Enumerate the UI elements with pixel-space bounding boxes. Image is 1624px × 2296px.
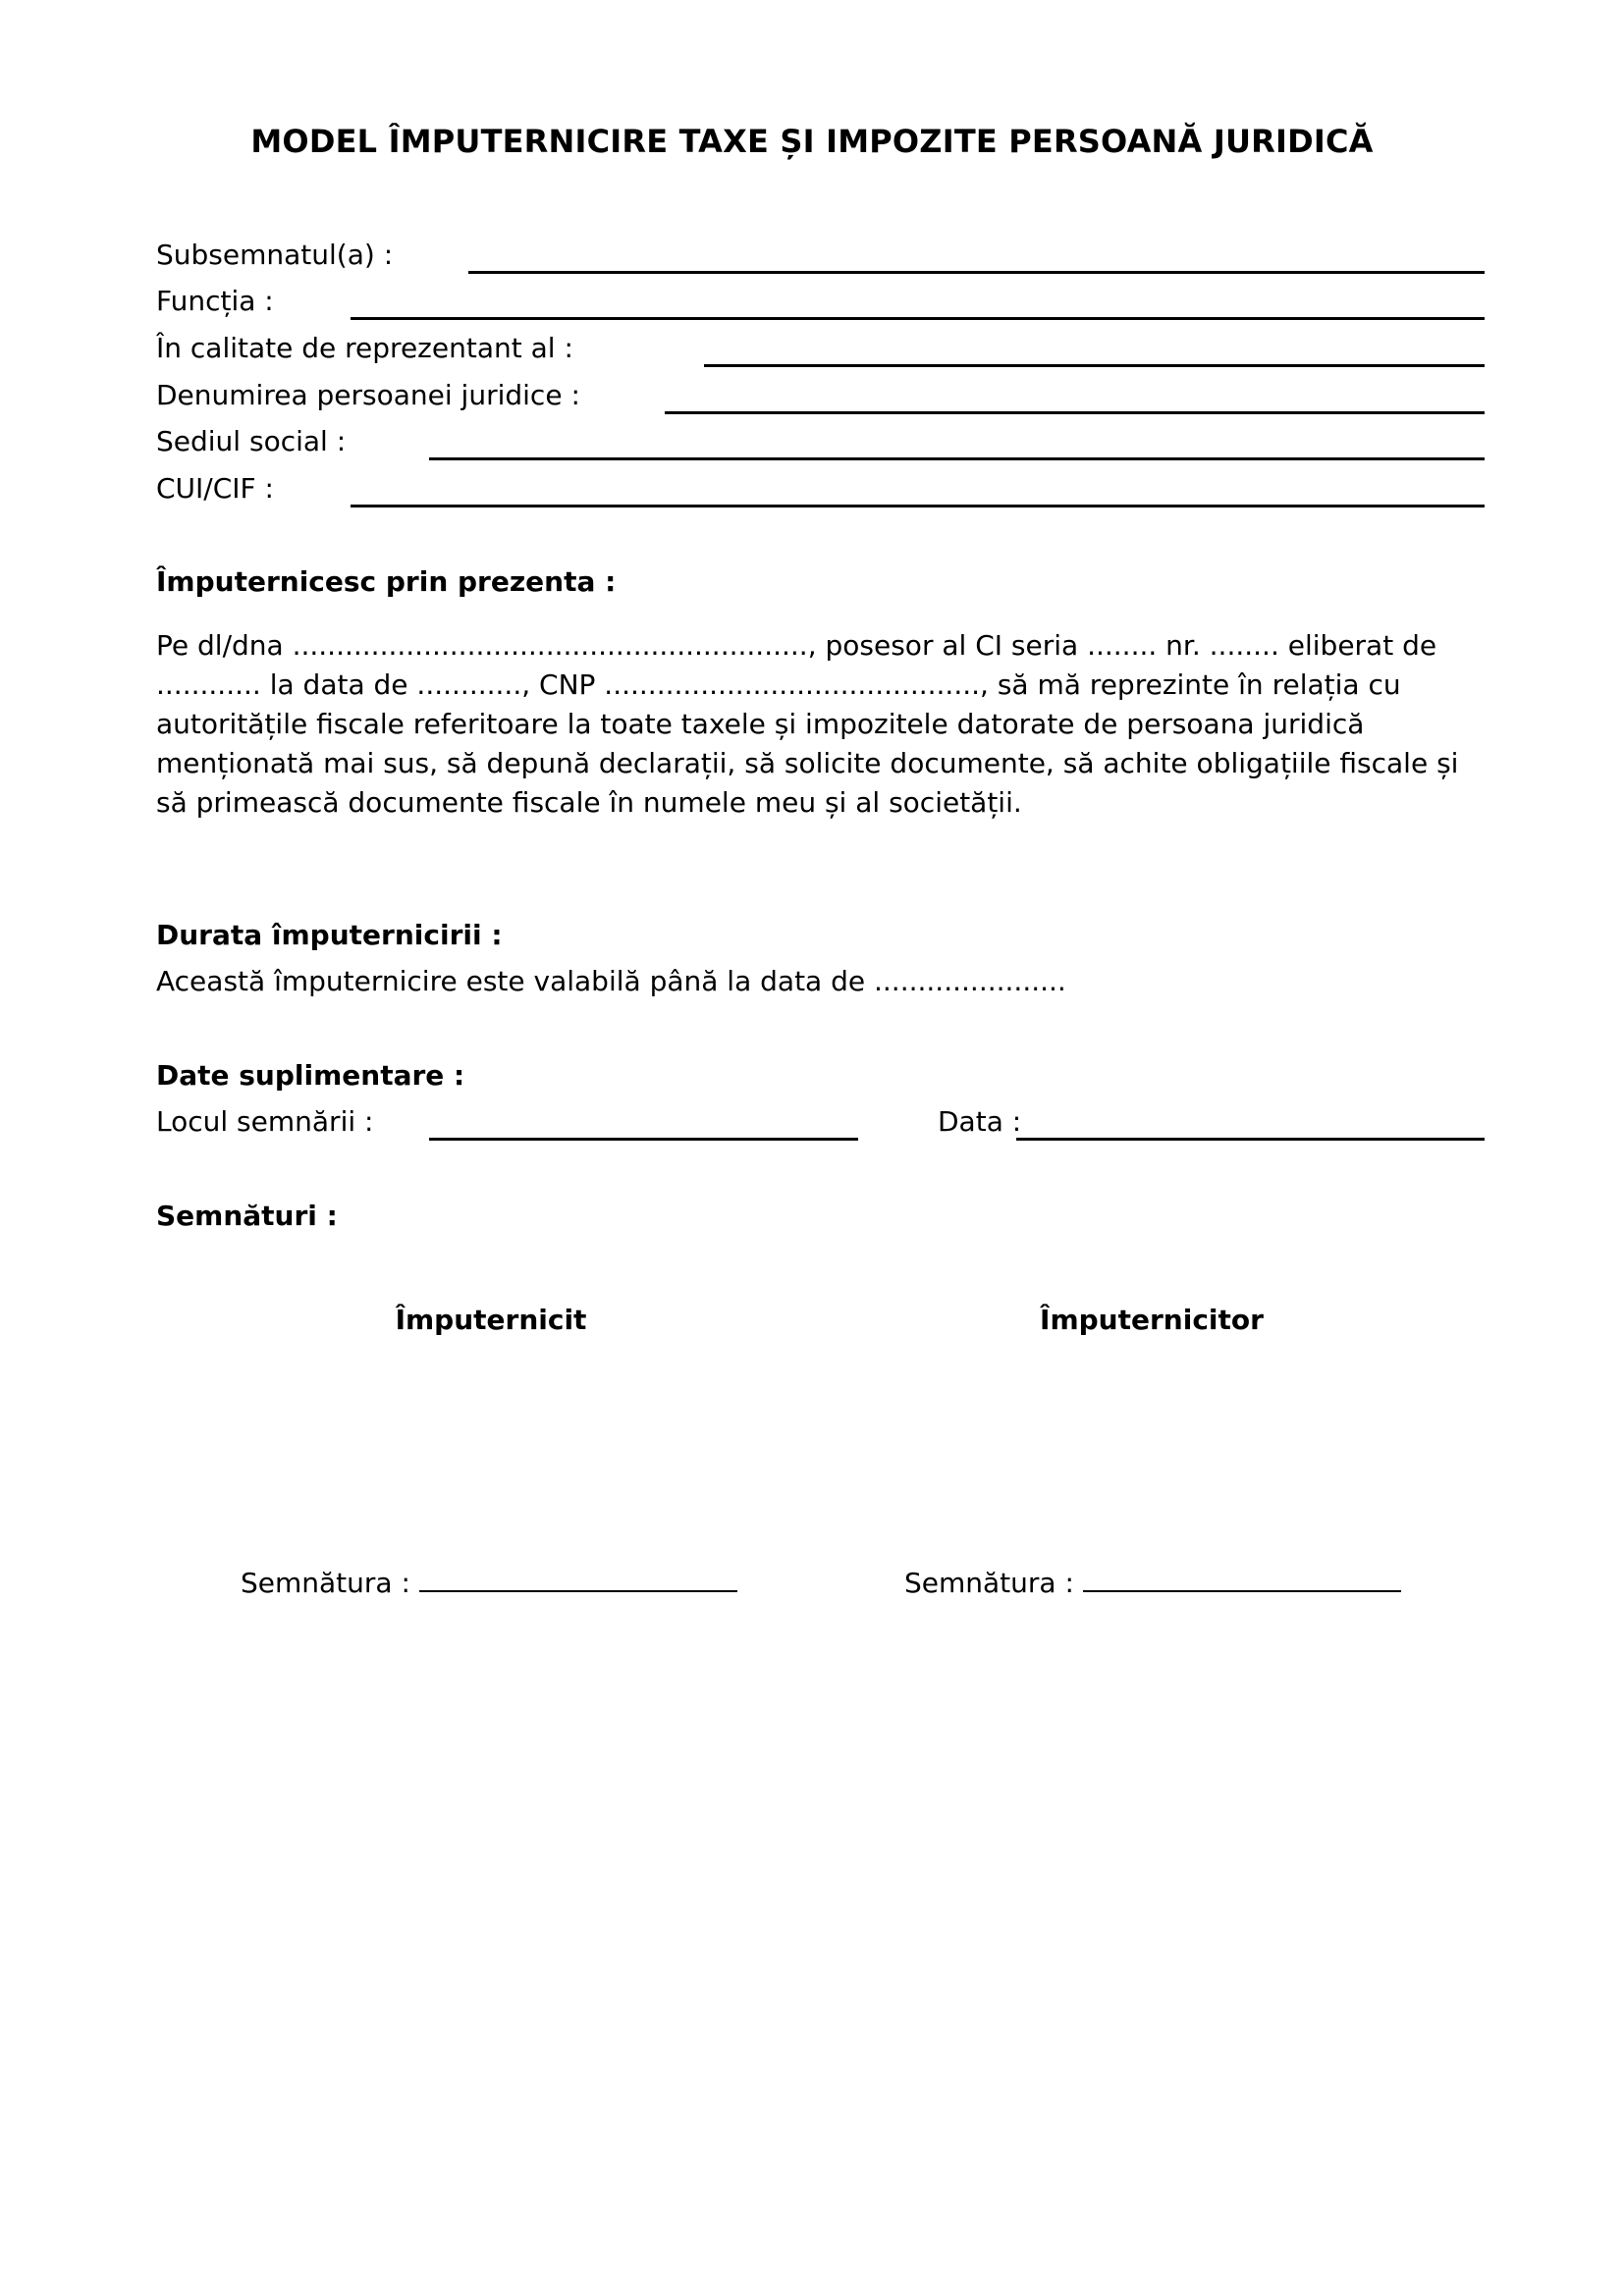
date-line[interactable] bbox=[1016, 1138, 1485, 1141]
place-line[interactable] bbox=[429, 1138, 858, 1141]
authorization-heading: Împuternicesc prin prezenta : bbox=[156, 565, 617, 598]
field-label-reprezentant: În calitate de reprezentant al : bbox=[156, 332, 573, 364]
duration-text: Această împuternicire este valabilă până la data de ...................... bbox=[156, 965, 1066, 997]
additional-heading: Date suplimentare : bbox=[156, 1059, 465, 1092]
field-label-denumire: Denumirea persoanei juridice : bbox=[156, 379, 580, 411]
signature-line-left[interactable] bbox=[419, 1567, 737, 1592]
place-label: Locul semnării : bbox=[156, 1105, 374, 1138]
signature-block-left bbox=[241, 1567, 737, 1600]
field-line-cui[interactable] bbox=[351, 505, 1485, 507]
field-line-denumire[interactable] bbox=[665, 411, 1485, 414]
signature-label-right: Semnătura : bbox=[904, 1567, 1074, 1599]
field-label-subsemnatul: Subsemnatul(a) : bbox=[156, 239, 394, 271]
authorization-body bbox=[156, 626, 1491, 823]
signatory-title-right: Împuternicitor bbox=[1040, 1304, 1264, 1336]
date-label: Data : bbox=[938, 1105, 1022, 1138]
field-label-cui: CUI/CIF : bbox=[156, 472, 274, 505]
field-label-sediu: Sediul social : bbox=[156, 425, 347, 457]
field-label-functia: Funcția : bbox=[156, 285, 274, 317]
field-line-reprezentant[interactable] bbox=[704, 364, 1485, 367]
authorization-text: Pe dl/dna ..........................................................., posesor al CI seria ........ nr. ........ eliberat de ............ la data de ............, CNP ..........................................., să mă reprezinte în relația cu autoritățile fiscale referitoare la toate taxele și impozitele datorate de persoana juridică menționată mai sus, să depună declarații, să solicite documente, să achite obligațiile fiscale și să primească documente fiscale în numele meu și al societății. bbox=[156, 629, 1459, 819]
signatures-heading: Semnături : bbox=[156, 1200, 338, 1232]
signature-line-right[interactable] bbox=[1083, 1567, 1401, 1592]
field-line-sediu[interactable] bbox=[429, 457, 1485, 460]
signature-block-right bbox=[904, 1567, 1401, 1600]
signature-label-left: Semnătura : bbox=[241, 1567, 410, 1599]
signatory-title-left: Împuternicit bbox=[395, 1304, 587, 1336]
field-line-subsemnatul[interactable] bbox=[468, 271, 1485, 274]
duration-heading: Durata împuternicirii : bbox=[156, 919, 503, 951]
document-title: MODEL ÎMPUTERNICIRE TAXE ȘI IMPOZITE PERSOANĂ JURIDICĂ bbox=[250, 123, 1374, 160]
field-line-functia[interactable] bbox=[351, 317, 1485, 320]
